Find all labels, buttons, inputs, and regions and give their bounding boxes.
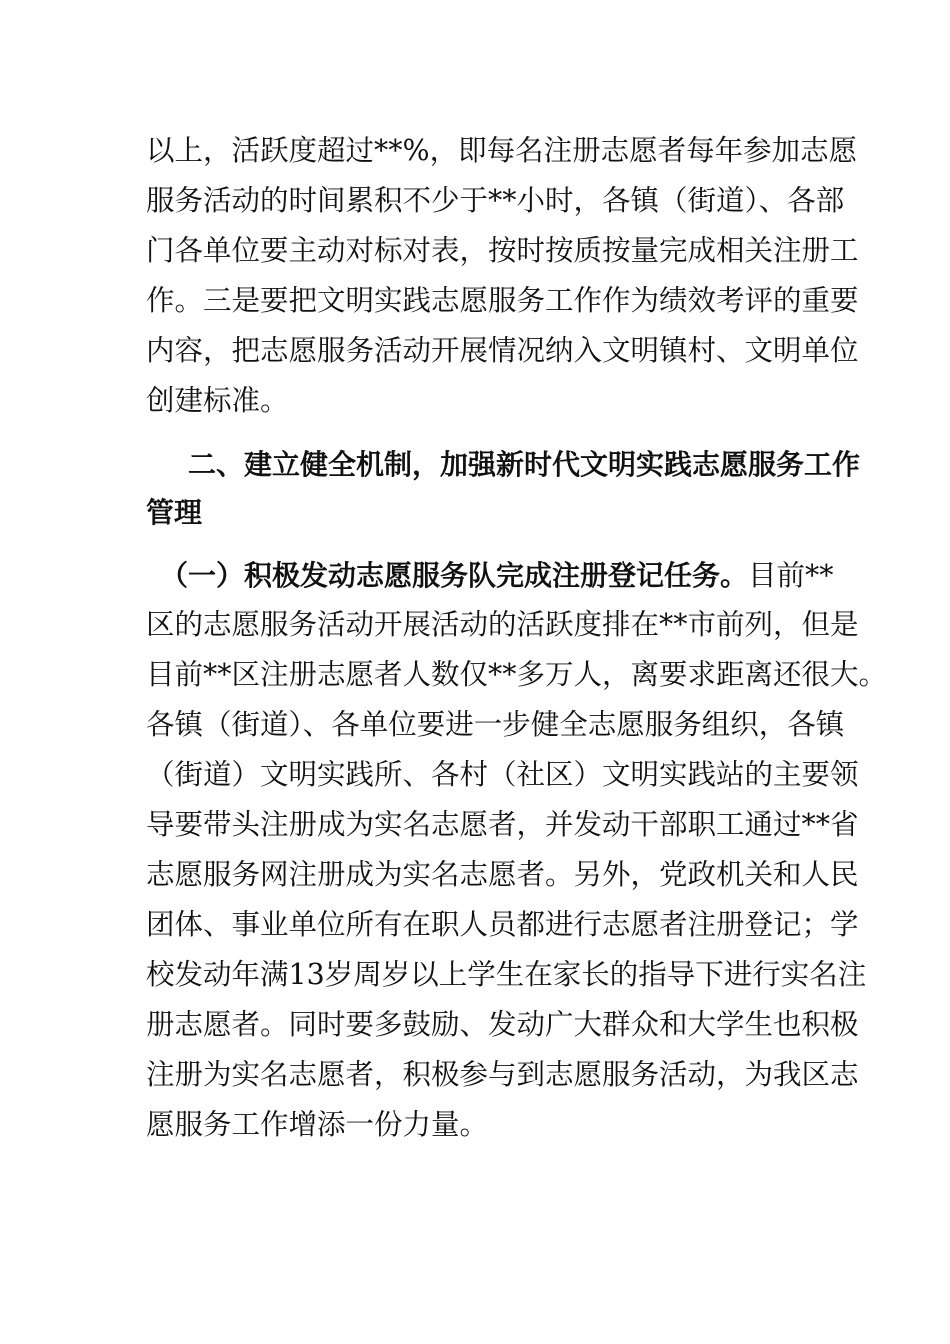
paragraph-1-line-1: 以上，活跃度超过**%，即每名注册志愿者每年参加志愿 [146, 134, 858, 167]
section-heading-line-2: 管理 [146, 496, 203, 529]
paragraph-2-line-2: 目前**区注册志愿者人数仅**多万人，离要求距离还很大。 [146, 658, 888, 691]
paragraph-1-line-3: 门各单位要主动对标对表，按时按质按量完成相关注册工 [146, 234, 859, 267]
section-heading-line-1: 二、建立健全机制，加强新时代文明实践志愿服务工作 [188, 448, 861, 481]
paragraph-2-line-8: 校发动年满13岁周岁以上学生在家长的指导下进行实名注 [146, 958, 867, 991]
paragraph-2-line-3: 各镇（街道）、各单位要进一步健全志愿服务组织，各镇 [146, 708, 845, 741]
paragraph-2-line-7: 团体、事业单位所有在职人员都进行志愿者注册登记；学 [146, 908, 859, 941]
paragraph-2-line-5: 导要带头注册成为实名志愿者，并发动干部职工通过**省 [146, 808, 859, 841]
subheading-title: （一）积极发动志愿服务队完成注册登记任务。 [160, 559, 749, 592]
paragraph-2-line-6: 志愿服务网注册成为实名志愿者。另外，党政机关和人民 [146, 858, 859, 891]
paragraph-2-line-10: 注册为实名志愿者，积极参与到志愿服务活动，为我区志 [146, 1058, 859, 1091]
paragraph-2-line-4: （街道）文明实践所、各村（社区）文明实践站的主要领 [146, 758, 859, 791]
paragraph-1-line-4: 作。三是要把文明实践志愿服务工作作为绩效考评的重要 [146, 284, 859, 317]
paragraph-1-line-6: 创建标准。 [146, 384, 289, 417]
subheading-continuation: 目前** [748, 559, 834, 592]
subheading-line [160, 551, 834, 601]
paragraph-2-line-1: 区的志愿服务活动开展活动的活跃度排在**市前列，但是 [146, 608, 859, 641]
paragraph-2-line-9: 册志愿者。同时要多鼓励、发动广大群众和大学生也积极 [146, 1008, 859, 1041]
paragraph-2-line-11: 愿服务工作增添一份力量。 [146, 1108, 489, 1141]
paragraph-1-line-2: 服务活动的时间累积不少于**小时，各镇（街道）、各部 [146, 184, 845, 217]
paragraph-1-line-5: 内容，把志愿服务活动开展情况纳入文明镇村、文明单位 [146, 334, 859, 367]
